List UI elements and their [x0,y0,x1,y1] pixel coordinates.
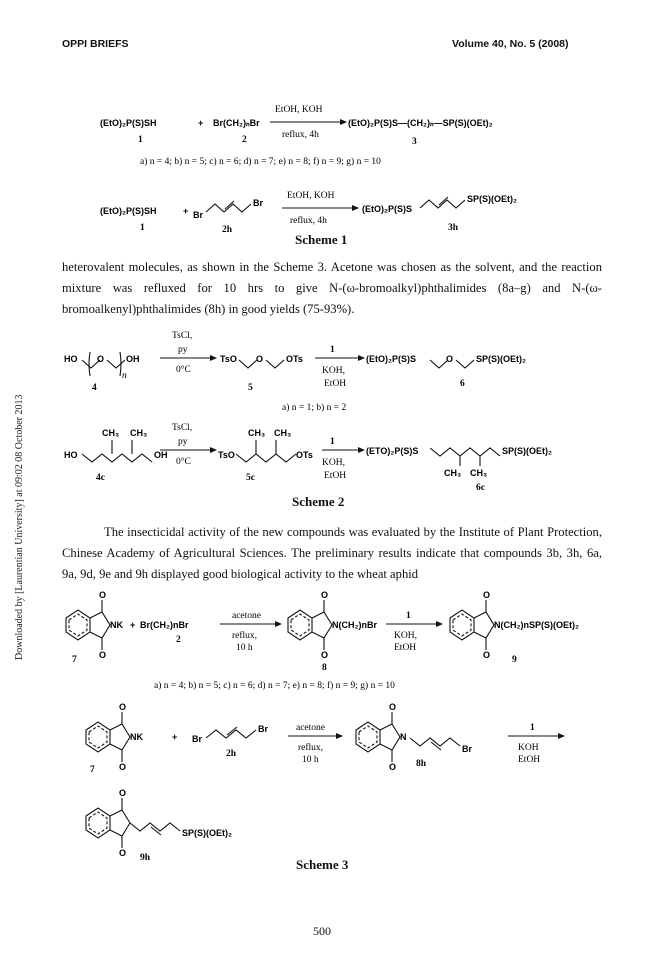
s3-row3-label-9h: 9h [140,853,151,863]
s2-temp: 0°C [176,365,191,375]
s2-arrow-2-head [358,355,365,361]
s1-row2-condition-top: EtOH, KOH [287,191,335,201]
s3-koh: KOH, [394,631,417,641]
s3-row2-reflux: reflux, [298,743,324,753]
s3-phthalimide-k [66,600,110,650]
s3-row2-8h-o-top: O [389,702,397,712]
scheme-1-caption: Scheme 1 [295,232,348,247]
s2-row2-product-ch3-a: CH₃ [444,468,462,478]
s2-row2-tscl: TsCl, [172,423,193,433]
s3-row2-8h-br: Br [462,744,473,754]
s3-row2-8h-o-bottom: O [389,762,397,772]
s3-variants: a) n = 4; b) n = 5; c) n = 6; d) n = 7; e) n = 8; f) n = 9; g) n = 10 [154,681,395,691]
s2-etoh: EtOH [324,379,347,389]
s3-arrow-1-head [275,621,282,627]
s2-tscl: TsCl, [172,331,193,341]
s3-row2-koh: KOH [518,743,539,753]
s1-row2-arrow-head [352,205,359,211]
s3-label-8: 8 [322,663,327,673]
s1-row2-br-right: Br [253,198,264,208]
s1-row2-label-1: 1 [140,223,145,233]
s2-label-4c: 4c [96,473,105,483]
s1-arrow-head [340,119,347,125]
s2-row2-ch3-a: CH₃ [248,428,266,438]
s3-row3-o-bottom: O [119,848,127,858]
s2-row2-product-chain [430,448,500,456]
s3-row2-reagent-1: 1 [530,723,535,733]
s2-label-5c: 5c [246,473,255,483]
s3-row2-plus: + [172,732,178,742]
s1-row2-br-left: Br [193,210,204,220]
s2-label-6c: 6c [476,483,485,493]
s2-reagent-1: 1 [330,345,335,355]
s2-tso: TsO [220,354,237,364]
s2-ether-o: O [97,354,105,364]
s2-row2-py: py [178,437,188,447]
s3-label-7: 7 [72,655,77,665]
s3-o-top-3: O [483,590,491,600]
s3-o-bottom-3: O [483,650,491,660]
s3-dibromoalkane: Br(CH₂)nBr [140,620,189,630]
s3-row2-time: 10 h [302,755,319,765]
s2-n-subscript: n [122,371,127,381]
s2-product-o: O [446,354,454,364]
s2-arrow-1-head [210,355,217,361]
s3-row2-br-right: Br [258,724,269,734]
s3-row2-8h-n: N [400,732,407,742]
s3-n-chain-br: N(CH₂)nBr [332,620,377,630]
s3-row2-nk: NK [130,732,143,742]
s2-ditosylate-left-chain [239,360,257,368]
s2-ditosylate-right-chain [266,360,284,368]
s3-reflux: reflux, [232,631,258,641]
scheme-2-figure [60,330,620,510]
s1-row2-label-2h: 2h [222,225,233,235]
s3-row2-etoh: EtOH [518,755,541,765]
s1-condition-top: EtOH, KOH [275,105,323,115]
s1-row2-product-right: SP(S)(OEt)₂ [467,194,517,204]
s1-reagent-2: Br(CH₂)ₙBr [213,118,260,128]
s3-etoh: EtOH [394,643,417,653]
s2-row2-product-right: SP(S)(OEt)₂ [502,446,552,456]
body-paragraph-1 [62,257,602,320]
s2-row2-tso: TsO [218,450,235,460]
volume-header: Volume 40, No. 5 (2008) [452,38,569,50]
s2-row2-koh: KOH, [322,458,345,468]
s3-arrow-2-head [436,621,443,627]
s1-label-3: 3 [412,137,417,147]
s1-row2-product-left: (EtO)₂P(S)S [362,204,412,214]
scheme-3-figure [60,590,620,890]
s3-acetone: acetone [232,611,262,621]
s3-row2-label-2h: 2h [226,749,237,759]
s2-koh: KOH, [322,366,345,376]
s1-row2-label-3h: 3h [448,223,459,233]
download-watermark-text: Downloaded by [Laurentian University] at 09:02 08 October 2013 [14,394,25,660]
s2-row2-ch3-b: CH₃ [274,428,292,438]
s1-row2-reagent-1: (EtO)₂P(S)SH [100,206,157,216]
body-paragraph-1-text: heterovalent molecules, as shown in the Scheme 3. Acetone was chosen as the solvent, and the reaction mixture was refluxed for 10 hrs to give N-(ω-bromoalkyl)phthalimides (8a–g) and N-(ω-bromoalkenyl)phthalimides (8h) in good yields (75-93%). [62,260,602,316]
s1-label-2: 2 [242,135,247,145]
scheme-1-figure [60,100,620,250]
s2-product-right-chain [456,360,474,368]
s3-time: 10 h [236,643,253,653]
page-number: 500 [313,924,331,938]
s3-label-9: 9 [512,655,517,665]
s2-diol-right-chain [107,360,125,368]
s2-row2-product-left: (ETO)₂P(S)S [366,446,419,456]
scheme-2-caption: Scheme 2 [292,494,345,509]
s3-row2-phthalimide-k [86,712,130,762]
s2-row2-arrow-2-head [358,447,365,453]
s3-row2-phthalimide-8h [356,712,400,762]
s1-plus: + [198,118,204,128]
s1-variants: a) n = 4; b) n = 5; c) n = 6; d) n = 7; e) n = 8; f) n = 9; g) n = 10 [140,157,381,167]
s2-ho: HO [64,354,78,364]
s1-condition-bottom: reflux, 4h [282,130,319,140]
s2-label-4: 4 [92,383,97,393]
s3-o-top-1: O [99,590,107,600]
s3-o-top-2: O [321,590,329,600]
body-paragraph-2 [62,522,602,585]
s2-label-6: 6 [460,379,465,389]
s2-oh: OH [126,354,140,364]
s2-ots: OTs [286,354,303,364]
s2-variants: a) n = 1; b) n = 2 [282,403,347,413]
s2-row2-reagent-1: 1 [330,437,335,447]
s3-row2-arrow-2-head [558,733,565,739]
s3-row2-label-8h: 8h [416,759,427,769]
s2-row2-arrow-1-head [210,447,217,453]
s3-row2-arrow-1-head [336,733,343,739]
s3-nk: NK [110,620,123,630]
s2-row2-ditosylate-chain [236,454,296,462]
s3-row3-o-top: O [119,788,127,798]
s3-reagent-1: 1 [406,611,411,621]
s3-row2-acetone: acetone [296,723,326,733]
journal-section-header: OPPI BRIEFS [62,38,129,50]
s2-ch3-b: CH₃ [130,428,148,438]
download-watermark [0,0,30,967]
s3-row2-br-left: Br [192,734,203,744]
s3-plus: + [130,620,136,630]
s3-row3-phthalimide-9h [86,798,130,848]
s1-reagent-1: (EtO)₂P(S)SH [100,118,157,128]
s2-row2-etoh: EtOH [324,471,347,481]
s3-o-bottom-2: O [321,650,329,660]
s1-row2-condition-bottom: reflux, 4h [290,216,327,226]
s2-row2-ots: OTs [296,450,313,460]
s2-py: py [178,345,188,355]
s2-row2-oh: OH [154,450,168,460]
s2-ditosylate-o: O [256,354,264,364]
s2-ch3-a: CH₃ [102,428,120,438]
s3-n-chain-sp: N(CH₂)nSP(S)(OEt)₂ [494,620,579,630]
s3-row3-sp: SP(S)(OEt)₂ [182,828,232,838]
s2-row2-product-ch3-b: CH₃ [470,468,488,478]
s3-phthalimide-9 [450,600,494,650]
s2-label-5: 5 [248,383,253,393]
s2-product-left: (EtO)₂P(S)S [366,354,416,364]
s2-row2-diol-chain [82,454,152,462]
scheme-3-caption: Scheme 3 [296,857,349,872]
s3-row2-o-bottom: O [119,762,127,772]
s3-phthalimide-8 [288,600,332,650]
s3-row2-label-7: 7 [90,765,95,775]
s2-bracket-left [89,352,90,376]
s2-product-right: SP(S)(OEt)₂ [476,354,526,364]
s1-row2-plus: + [183,206,189,216]
s3-o-bottom-1: O [99,650,107,660]
s2-row2-temp: 0°C [176,457,191,467]
s1-label-1: 1 [138,135,143,145]
s3-row2-o-top: O [119,702,127,712]
s1-product: (EtO)₂P(S)S—(CH₂)ₙ—SP(S)(OEt)₂ [348,118,493,128]
s2-row2-ho: HO [64,450,78,460]
body-paragraph-2-text: The insecticidal activity of the new compounds was evaluated by the Institute of Plant Protection, Chinese Academy of Agricultural Sciences. The preliminary results indicate that compounds 3b, 3h, 6a, 9a, 9d, 9e and 9h displayed good biological activity to the wheat aphid [62,525,602,581]
s3-label-2: 2 [176,635,181,645]
